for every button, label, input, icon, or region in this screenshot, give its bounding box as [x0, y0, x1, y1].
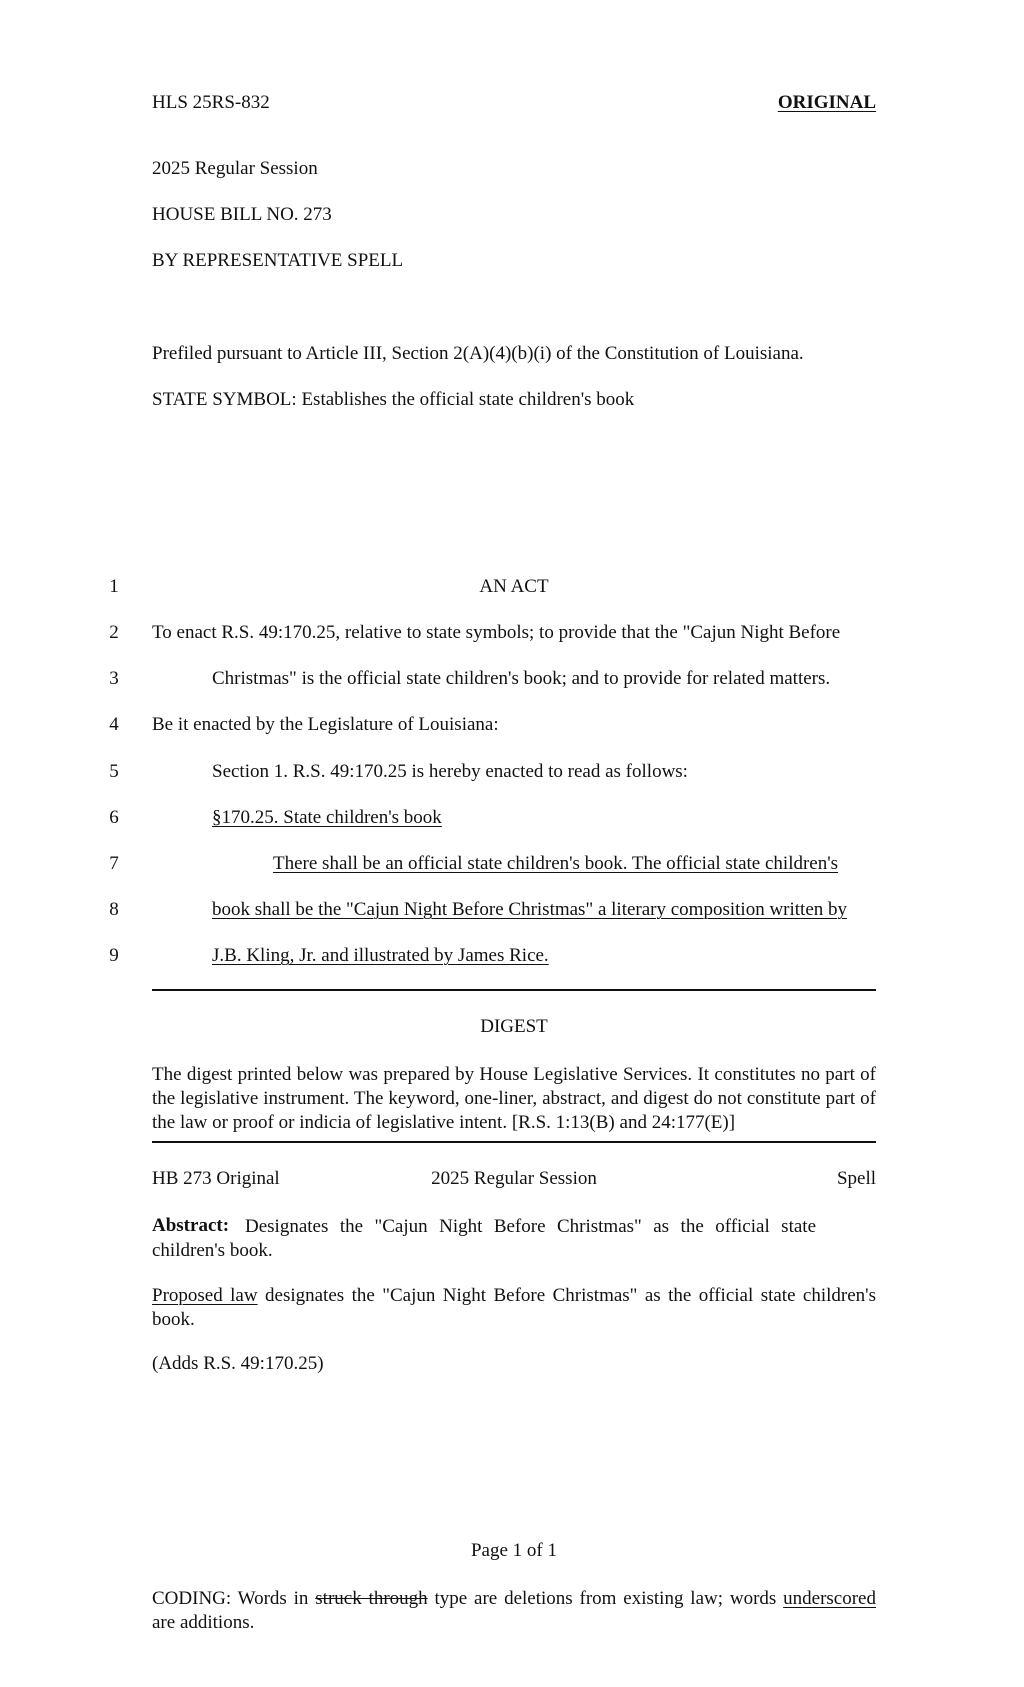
act-line: There shall be an official state children's book. The official state children's	[273, 853, 839, 874]
proposed-law	[152, 1284, 876, 1332]
digest-bill-label: HB 273 Original	[152, 1168, 280, 1189]
line-number: 5	[109, 761, 119, 782]
bill-author: BY REPRESENTATIVE SPELL	[152, 250, 404, 271]
coding-middle: type are deletions from existing law; words	[427, 1588, 784, 1609]
act-line: To enact R.S. 49:170.25, relative to state symbols; to provide that the "Cajun Night Before	[152, 622, 841, 643]
prefiled-note: Prefiled pursuant to Article III, Section 2(A)(4)(b)(i) of the Constitution of Louisiana.	[152, 343, 804, 364]
act-line: J.B. Kling, Jr. and illustrated by James Rice.	[212, 945, 549, 966]
digest-disclaimer: The digest printed below was prepared by House Legislative Services. It constitutes no part of the legislative instrument. The keyword, one-liner, abstract, and digest do not constitute part of the law or proof or indicia of legislative intent. [R.S. 1:13(B) and 24:177(E)]	[152, 1064, 876, 1133]
line-number: 9	[109, 945, 119, 966]
digest-title: DIGEST	[480, 1016, 548, 1037]
session-label: 2025 Regular Session	[152, 158, 318, 179]
coding-suffix: are additions.	[152, 1612, 255, 1633]
version-label: ORIGINAL	[777, 92, 876, 113]
line-number: 8	[109, 899, 119, 920]
proposed-law-text: designates the "Cajun Night Before Christmas" as the official state children's book.	[152, 1285, 876, 1330]
act-line: book shall be the "Cajun Night Before Christmas" a literary composition written by	[212, 899, 848, 920]
coding-underscored: underscored	[783, 1588, 876, 1609]
keyword-line: STATE SYMBOL: Establishes the official state children's book	[152, 389, 635, 410]
coding-struck: struck through	[315, 1588, 428, 1609]
line-number: 6	[109, 807, 119, 828]
divider	[152, 1141, 876, 1143]
line-number: 4	[109, 714, 119, 735]
digest-author: Spell	[836, 1168, 876, 1189]
divider	[152, 989, 876, 991]
abstract-label-text: Abstract:	[152, 1215, 230, 1236]
coding-prefix: CODING: Words in	[152, 1588, 316, 1609]
bill-id: HLS 25RS-832	[152, 92, 270, 113]
abstract-text: Designates the "Cajun Night Before Christmas" as the official state children's book.	[152, 1216, 816, 1261]
act-title: AN ACT	[479, 576, 549, 597]
line-number: 1	[109, 576, 119, 597]
line-number: 2	[109, 622, 119, 643]
act-line: Christmas" is the official state children's book; and to provide for related matters.	[212, 668, 831, 689]
line-number: 7	[109, 853, 119, 874]
page-number: Page 1 of 1	[470, 1540, 557, 1561]
digest-session: 2025 Regular Session	[431, 1168, 597, 1189]
coding-note	[152, 1587, 876, 1635]
act-line: Section 1. R.S. 49:170.25 is hereby enacted to read as follows:	[212, 761, 688, 782]
section-heading: §170.25. State children's book	[212, 807, 442, 828]
line-number: 3	[109, 668, 119, 689]
act-line: Be it enacted by the Legislature of Louisiana:	[152, 714, 499, 735]
adds-note: (Adds R.S. 49:170.25)	[152, 1353, 324, 1374]
bill-number: HOUSE BILL NO. 273	[152, 204, 332, 225]
proposed-law-label: Proposed law	[152, 1285, 258, 1306]
